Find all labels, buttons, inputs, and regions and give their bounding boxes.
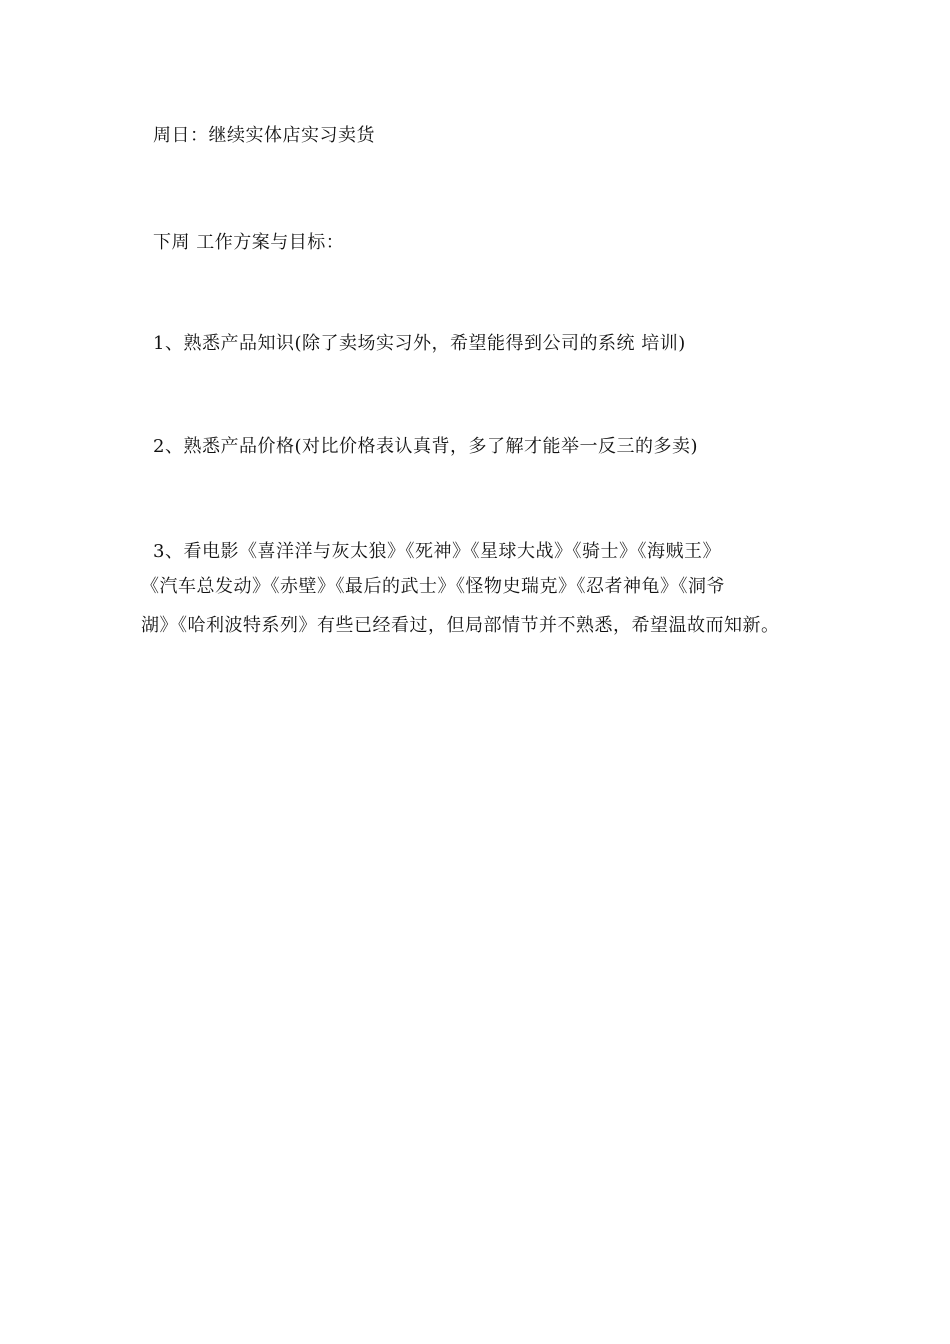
sunday-plan-line: 周日：继续实体店实习卖货 <box>153 125 375 146</box>
goal-item-2: 2、熟悉产品价格(对比价格表认真背，多了解才能举一反三的多卖) <box>153 436 698 457</box>
next-week-heading: 下周 工作方案与目标： <box>153 232 345 253</box>
goal-item-3-line-2: 《汽车总发动》《赤壁》《最后的武士》《怪物史瑞克》《忍者神龟》《洞爷 <box>141 576 725 597</box>
goal-item-1: 1、熟悉产品知识(除了卖场实习外，希望能得到公司的系统 培训) <box>153 333 686 354</box>
goal-item-3-line-1: 3、看电影《喜洋洋与灰太狼》《死神》《星球大战》《骑士》《海贼王》 <box>153 541 721 562</box>
goal-item-3-line-3: 湖》《哈利波特系列》有些已经看过，但局部情节并不熟悉，希望温故而知新。 <box>141 615 780 636</box>
